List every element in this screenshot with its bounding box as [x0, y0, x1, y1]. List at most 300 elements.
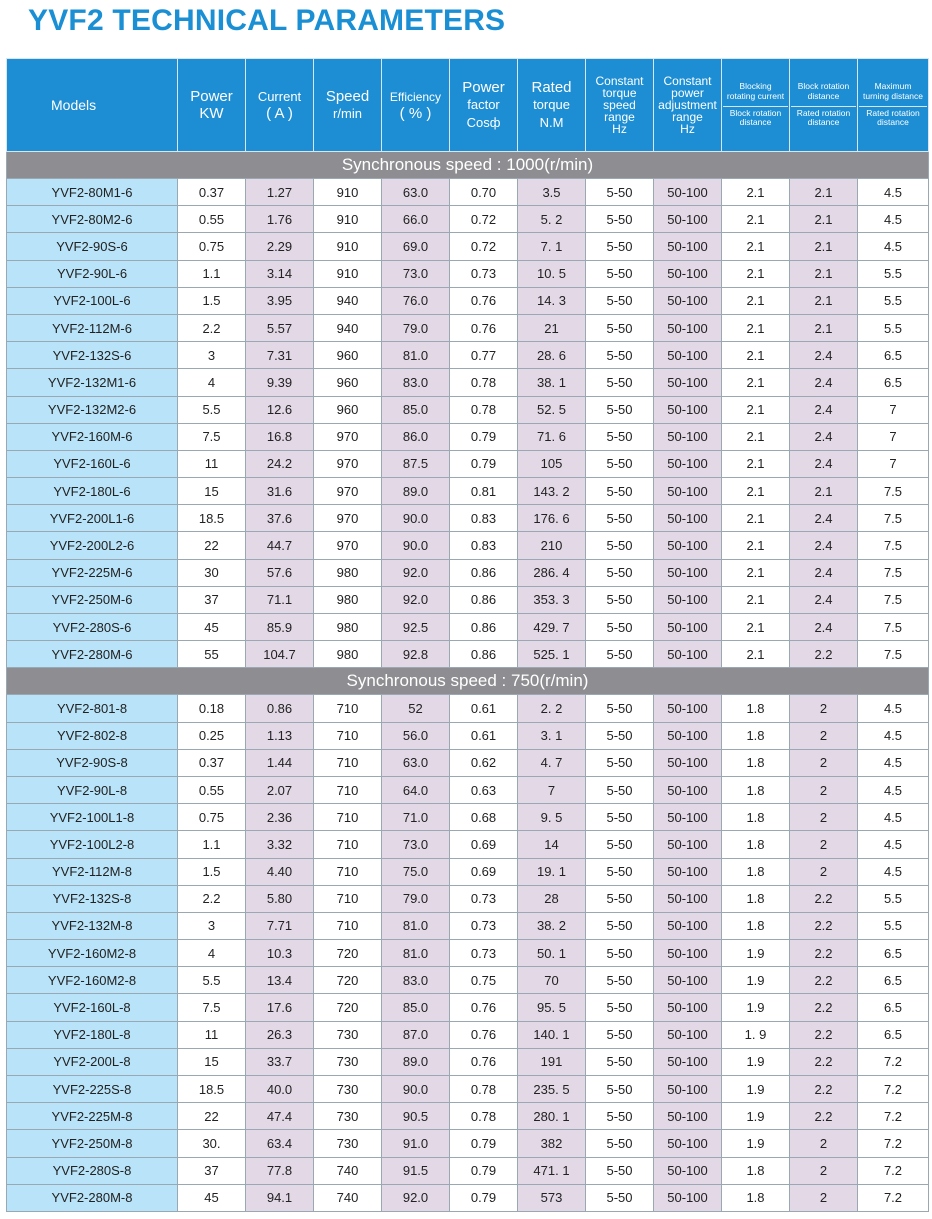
value-cell: 5-50: [586, 614, 654, 641]
table-row: [7, 396, 929, 423]
value-cell: 2.4: [790, 559, 858, 586]
value-cell: 2.1: [790, 179, 858, 206]
header-block-rotation: Block rotation distance Rated rotation distance: [790, 59, 858, 152]
value-cell: 6.5: [858, 1021, 929, 1048]
value-cell: 24.2: [246, 450, 314, 477]
section-label: Synchronous speed : 1000(r/min): [7, 152, 929, 179]
value-cell: 5-50: [586, 804, 654, 831]
value-cell: 710: [314, 695, 382, 722]
header-power-factor: Power factor Cosф: [450, 59, 518, 152]
value-cell: 2.4: [790, 614, 858, 641]
value-cell: 7.5: [178, 423, 246, 450]
value-cell: 5-50: [586, 776, 654, 803]
value-cell: 730: [314, 1048, 382, 1075]
value-cell: 2.1: [790, 233, 858, 260]
model-cell: YVF2-80M1-6: [7, 179, 178, 206]
value-cell: 4.40: [246, 858, 314, 885]
value-cell: 6.5: [858, 940, 929, 967]
value-cell: 0.78: [450, 1076, 518, 1103]
value-cell: 104.7: [246, 641, 314, 668]
value-cell: 191: [518, 1048, 586, 1075]
value-cell: 2.1: [722, 478, 790, 505]
value-cell: 5-50: [586, 1157, 654, 1184]
value-cell: 0.79: [450, 1184, 518, 1211]
value-cell: 38. 2: [518, 912, 586, 939]
table-row: [7, 1103, 929, 1130]
value-cell: 89.0: [382, 478, 450, 505]
value-cell: 7.2: [858, 1157, 929, 1184]
value-cell: 2.29: [246, 233, 314, 260]
value-cell: 45: [178, 1184, 246, 1211]
value-cell: 90.0: [382, 505, 450, 532]
table-row: [7, 559, 929, 586]
value-cell: 0.78: [450, 1103, 518, 1130]
model-cell: YVF2-90L-6: [7, 260, 178, 287]
value-cell: 50-100: [654, 776, 722, 803]
value-cell: 6.5: [858, 342, 929, 369]
value-cell: 910: [314, 206, 382, 233]
table-header: [7, 59, 929, 152]
value-cell: 7: [858, 450, 929, 477]
value-cell: 79.0: [382, 314, 450, 341]
value-cell: 960: [314, 396, 382, 423]
value-cell: 2.4: [790, 396, 858, 423]
header-power: Power KW: [178, 59, 246, 152]
value-cell: 50-100: [654, 586, 722, 613]
value-cell: 37.6: [246, 505, 314, 532]
value-cell: 63.4: [246, 1130, 314, 1157]
value-cell: 0.86: [450, 586, 518, 613]
value-cell: 5-50: [586, 423, 654, 450]
value-cell: 5-50: [586, 1184, 654, 1211]
value-cell: 7: [858, 423, 929, 450]
value-cell: 0.61: [450, 695, 518, 722]
value-cell: 286. 4: [518, 559, 586, 586]
value-cell: 740: [314, 1157, 382, 1184]
value-cell: 50-100: [654, 885, 722, 912]
value-cell: 7.5: [858, 614, 929, 641]
value-cell: 0.79: [450, 1157, 518, 1184]
value-cell: 0.75: [178, 804, 246, 831]
value-cell: 71.0: [382, 804, 450, 831]
table-row: [7, 831, 929, 858]
value-cell: 50-100: [654, 1130, 722, 1157]
value-cell: 3. 1: [518, 722, 586, 749]
value-cell: 50-100: [654, 179, 722, 206]
value-cell: 69.0: [382, 233, 450, 260]
table-body: [7, 152, 929, 1212]
table-row: [7, 179, 929, 206]
value-cell: 1.27: [246, 179, 314, 206]
value-cell: 710: [314, 858, 382, 885]
value-cell: 970: [314, 505, 382, 532]
value-cell: 28. 6: [518, 342, 586, 369]
value-cell: 143. 2: [518, 478, 586, 505]
value-cell: 50-100: [654, 260, 722, 287]
value-cell: 970: [314, 478, 382, 505]
value-cell: 0.76: [450, 994, 518, 1021]
value-cell: 50. 1: [518, 940, 586, 967]
value-cell: 83.0: [382, 967, 450, 994]
model-cell: YVF2-132S-8: [7, 885, 178, 912]
value-cell: 1.8: [722, 749, 790, 776]
value-cell: 710: [314, 722, 382, 749]
value-cell: 81.0: [382, 342, 450, 369]
model-cell: YVF2-100L-6: [7, 287, 178, 314]
value-cell: 4.5: [858, 804, 929, 831]
value-cell: 2.1: [722, 505, 790, 532]
value-cell: 910: [314, 233, 382, 260]
value-cell: 50-100: [654, 831, 722, 858]
header-blocking-current: Blocking rotating current Block rotation distance: [722, 59, 790, 152]
value-cell: 50-100: [654, 804, 722, 831]
value-cell: 0.25: [178, 722, 246, 749]
value-cell: 12.6: [246, 396, 314, 423]
value-cell: 2.2: [790, 967, 858, 994]
value-cell: 1.1: [178, 260, 246, 287]
value-cell: 56.0: [382, 722, 450, 749]
value-cell: 429. 7: [518, 614, 586, 641]
table-row: [7, 641, 929, 668]
value-cell: 1.8: [722, 1157, 790, 1184]
value-cell: 44.7: [246, 532, 314, 559]
value-cell: 573: [518, 1184, 586, 1211]
table-row: [7, 1157, 929, 1184]
value-cell: 50-100: [654, 478, 722, 505]
header-rated-torque: Rated torque N.M: [518, 59, 586, 152]
value-cell: 50-100: [654, 505, 722, 532]
value-cell: 7: [518, 776, 586, 803]
value-cell: 7.31: [246, 342, 314, 369]
value-cell: 50-100: [654, 396, 722, 423]
value-cell: 2.2: [178, 314, 246, 341]
value-cell: 50-100: [654, 1021, 722, 1048]
value-cell: 17.6: [246, 994, 314, 1021]
value-cell: 1.8: [722, 858, 790, 885]
model-cell: YVF2-200L1-6: [7, 505, 178, 532]
value-cell: 2.1: [722, 586, 790, 613]
table-row: [7, 967, 929, 994]
header-constant-power: Constant power adjustment range Hz: [654, 59, 722, 152]
value-cell: 2: [790, 695, 858, 722]
value-cell: 50-100: [654, 1157, 722, 1184]
value-cell: 2.2: [178, 885, 246, 912]
table-row: [7, 804, 929, 831]
model-cell: YVF2-112M-8: [7, 858, 178, 885]
value-cell: 2.2: [790, 994, 858, 1021]
value-cell: 5-50: [586, 1130, 654, 1157]
value-cell: 7.2: [858, 1184, 929, 1211]
value-cell: 1.5: [178, 858, 246, 885]
value-cell: 2: [790, 1157, 858, 1184]
value-cell: 0.86: [450, 614, 518, 641]
value-cell: 710: [314, 831, 382, 858]
value-cell: 5.57: [246, 314, 314, 341]
value-cell: 2: [790, 804, 858, 831]
value-cell: 5-50: [586, 287, 654, 314]
value-cell: 26.3: [246, 1021, 314, 1048]
value-cell: 5-50: [586, 478, 654, 505]
value-cell: 5.80: [246, 885, 314, 912]
model-cell: YVF2-160L-6: [7, 450, 178, 477]
table-row: [7, 233, 929, 260]
value-cell: 0.75: [178, 233, 246, 260]
model-cell: YVF2-132M1-6: [7, 369, 178, 396]
section-header-row: [7, 152, 929, 179]
table-row: [7, 1021, 929, 1048]
page-title: YVF2 TECHNICAL PARAMETERS: [28, 4, 506, 37]
value-cell: 7.5: [858, 559, 929, 586]
value-cell: 1.8: [722, 831, 790, 858]
value-cell: 30: [178, 559, 246, 586]
value-cell: 4.5: [858, 858, 929, 885]
value-cell: 50-100: [654, 967, 722, 994]
value-cell: 28: [518, 885, 586, 912]
value-cell: 2.1: [722, 532, 790, 559]
value-cell: 2.1: [722, 423, 790, 450]
value-cell: 57.6: [246, 559, 314, 586]
value-cell: 50-100: [654, 1103, 722, 1130]
model-cell: YVF2-132M-8: [7, 912, 178, 939]
value-cell: 90.0: [382, 1076, 450, 1103]
value-cell: 0.55: [178, 776, 246, 803]
value-cell: 0.70: [450, 179, 518, 206]
value-cell: 5-50: [586, 912, 654, 939]
value-cell: 33.7: [246, 1048, 314, 1075]
value-cell: 5-50: [586, 396, 654, 423]
model-cell: YVF2-100L1-8: [7, 804, 178, 831]
header-constant-torque: Constant torque speed range Hz: [586, 59, 654, 152]
value-cell: 3.14: [246, 260, 314, 287]
value-cell: 2.1: [790, 260, 858, 287]
value-cell: 2.4: [790, 369, 858, 396]
value-cell: 64.0: [382, 776, 450, 803]
value-cell: 76.0: [382, 287, 450, 314]
value-cell: 720: [314, 967, 382, 994]
table-row: [7, 749, 929, 776]
value-cell: 1.8: [722, 885, 790, 912]
value-cell: 5-50: [586, 749, 654, 776]
table-row: [7, 450, 929, 477]
value-cell: 0.68: [450, 804, 518, 831]
value-cell: 471. 1: [518, 1157, 586, 1184]
value-cell: 2. 2: [518, 695, 586, 722]
value-cell: 730: [314, 1130, 382, 1157]
value-cell: 6.5: [858, 369, 929, 396]
value-cell: 2.1: [790, 206, 858, 233]
value-cell: 3.95: [246, 287, 314, 314]
value-cell: 2.1: [790, 287, 858, 314]
model-cell: YVF2-250M-6: [7, 586, 178, 613]
value-cell: 5-50: [586, 559, 654, 586]
value-cell: 2.1: [790, 478, 858, 505]
model-cell: YVF2-160M2-8: [7, 967, 178, 994]
value-cell: 5-50: [586, 994, 654, 1021]
model-cell: YVF2-112M-6: [7, 314, 178, 341]
value-cell: 37: [178, 1157, 246, 1184]
table-row: [7, 423, 929, 450]
value-cell: 70: [518, 967, 586, 994]
table-row: [7, 532, 929, 559]
value-cell: 0.73: [450, 260, 518, 287]
value-cell: 85.0: [382, 396, 450, 423]
value-cell: 31.6: [246, 478, 314, 505]
table-row: [7, 1076, 929, 1103]
value-cell: 10.3: [246, 940, 314, 967]
value-cell: 0.37: [178, 179, 246, 206]
value-cell: 85.9: [246, 614, 314, 641]
value-cell: 7.5: [178, 994, 246, 1021]
table-row: [7, 478, 929, 505]
value-cell: 90.5: [382, 1103, 450, 1130]
value-cell: 55: [178, 641, 246, 668]
model-cell: YVF2-160M2-8: [7, 940, 178, 967]
value-cell: 0.79: [450, 1130, 518, 1157]
value-cell: 2.1: [722, 179, 790, 206]
value-cell: 710: [314, 885, 382, 912]
value-cell: 3: [178, 912, 246, 939]
value-cell: 50-100: [654, 450, 722, 477]
value-cell: 92.5: [382, 614, 450, 641]
value-cell: 910: [314, 179, 382, 206]
value-cell: 14. 3: [518, 287, 586, 314]
value-cell: 970: [314, 532, 382, 559]
value-cell: 2.2: [790, 1103, 858, 1130]
model-cell: YVF2-132S-6: [7, 342, 178, 369]
table-row: [7, 614, 929, 641]
value-cell: 16.8: [246, 423, 314, 450]
model-cell: YVF2-160L-8: [7, 994, 178, 1021]
value-cell: 50-100: [654, 369, 722, 396]
value-cell: 0.69: [450, 831, 518, 858]
value-cell: 0.72: [450, 233, 518, 260]
value-cell: 2.2: [790, 912, 858, 939]
value-cell: 210: [518, 532, 586, 559]
value-cell: 50-100: [654, 559, 722, 586]
value-cell: 90.0: [382, 532, 450, 559]
value-cell: 176. 6: [518, 505, 586, 532]
model-cell: YVF2-802-8: [7, 722, 178, 749]
value-cell: 2.07: [246, 776, 314, 803]
value-cell: 6.5: [858, 994, 929, 1021]
value-cell: 86.0: [382, 423, 450, 450]
value-cell: 92.8: [382, 641, 450, 668]
value-cell: 2.1: [722, 450, 790, 477]
value-cell: 140. 1: [518, 1021, 586, 1048]
value-cell: 4.5: [858, 233, 929, 260]
table-row: [7, 776, 929, 803]
value-cell: 3.32: [246, 831, 314, 858]
value-cell: 7.5: [858, 641, 929, 668]
value-cell: 50-100: [654, 233, 722, 260]
value-cell: 2.1: [722, 641, 790, 668]
value-cell: 5-50: [586, 532, 654, 559]
value-cell: 4.5: [858, 695, 929, 722]
table-row: [7, 940, 929, 967]
value-cell: 2.1: [722, 206, 790, 233]
value-cell: 1.1: [178, 831, 246, 858]
value-cell: 77.8: [246, 1157, 314, 1184]
value-cell: 50-100: [654, 722, 722, 749]
value-cell: 4: [178, 940, 246, 967]
value-cell: 9.39: [246, 369, 314, 396]
model-cell: YVF2-80M2-6: [7, 206, 178, 233]
value-cell: 5-50: [586, 641, 654, 668]
value-cell: 0.37: [178, 749, 246, 776]
value-cell: 5-50: [586, 722, 654, 749]
value-cell: 50-100: [654, 206, 722, 233]
value-cell: 2.1: [722, 314, 790, 341]
model-cell: YVF2-90S-6: [7, 233, 178, 260]
value-cell: 5-50: [586, 858, 654, 885]
value-cell: 3: [178, 342, 246, 369]
value-cell: 2: [790, 776, 858, 803]
value-cell: 87.0: [382, 1021, 450, 1048]
value-cell: 7.71: [246, 912, 314, 939]
value-cell: 5-50: [586, 505, 654, 532]
value-cell: 91.0: [382, 1130, 450, 1157]
value-cell: 2.1: [722, 287, 790, 314]
value-cell: 95. 5: [518, 994, 586, 1021]
value-cell: 740: [314, 1184, 382, 1211]
value-cell: 1.9: [722, 967, 790, 994]
value-cell: 0.79: [450, 423, 518, 450]
value-cell: 1.8: [722, 695, 790, 722]
value-cell: 7.5: [858, 478, 929, 505]
model-cell: YVF2-160M-6: [7, 423, 178, 450]
model-cell: YVF2-280S-8: [7, 1157, 178, 1184]
value-cell: 0.86: [450, 559, 518, 586]
model-cell: YVF2-180L-8: [7, 1021, 178, 1048]
value-cell: 5-50: [586, 1076, 654, 1103]
parameters-table: [6, 58, 929, 1212]
value-cell: 2.1: [722, 233, 790, 260]
value-cell: 2: [790, 749, 858, 776]
value-cell: 235. 5: [518, 1076, 586, 1103]
value-cell: 50-100: [654, 641, 722, 668]
value-cell: 4.5: [858, 831, 929, 858]
value-cell: 7.2: [858, 1103, 929, 1130]
value-cell: 5-50: [586, 314, 654, 341]
value-cell: 1.8: [722, 912, 790, 939]
value-cell: 0.76: [450, 287, 518, 314]
value-cell: 0.78: [450, 369, 518, 396]
value-cell: 4. 7: [518, 749, 586, 776]
value-cell: 40.0: [246, 1076, 314, 1103]
value-cell: 11: [178, 450, 246, 477]
value-cell: 1.5: [178, 287, 246, 314]
value-cell: 1.9: [722, 1103, 790, 1130]
value-cell: 720: [314, 940, 382, 967]
table-row: [7, 342, 929, 369]
value-cell: 66.0: [382, 206, 450, 233]
model-cell: YVF2-100L2-8: [7, 831, 178, 858]
value-cell: 7.5: [858, 586, 929, 613]
value-cell: 1.44: [246, 749, 314, 776]
value-cell: 5.5: [858, 287, 929, 314]
table-row: [7, 287, 929, 314]
value-cell: 87.5: [382, 450, 450, 477]
value-cell: 7.5: [858, 532, 929, 559]
value-cell: 19. 1: [518, 858, 586, 885]
value-cell: 71.1: [246, 586, 314, 613]
value-cell: 50-100: [654, 342, 722, 369]
value-cell: 22: [178, 1103, 246, 1130]
value-cell: 910: [314, 260, 382, 287]
value-cell: 1.8: [722, 722, 790, 749]
value-cell: 73.0: [382, 831, 450, 858]
table-row: [7, 369, 929, 396]
